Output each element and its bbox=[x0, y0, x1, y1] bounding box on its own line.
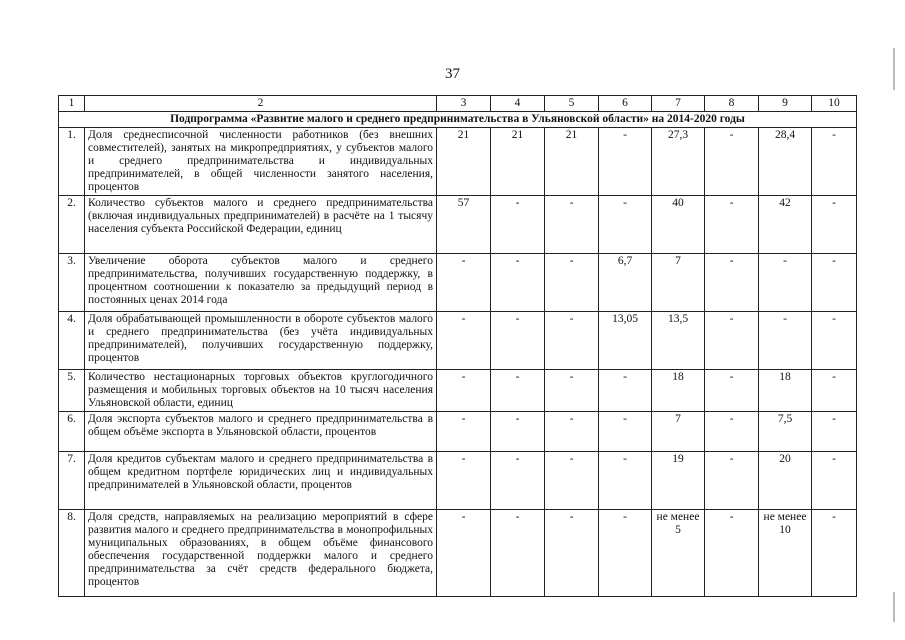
indicator-value: 7,5 bbox=[759, 412, 812, 452]
indicator-value: - bbox=[599, 510, 652, 597]
page-number: 37 bbox=[445, 66, 460, 82]
column-number-cell: 9 bbox=[759, 96, 812, 112]
column-number-cell: 8 bbox=[705, 96, 759, 112]
indicator-value: - bbox=[599, 196, 652, 254]
indicator-value: 7 bbox=[652, 412, 705, 452]
indicator-value: - bbox=[491, 370, 545, 412]
indicator-value: - bbox=[705, 370, 759, 412]
column-number-cell: 7 bbox=[652, 96, 705, 112]
column-number-cell: 1 bbox=[59, 96, 85, 112]
indicator-value: - bbox=[705, 128, 759, 196]
indicator-value: - bbox=[705, 254, 759, 312]
indicator-description: Количество нестационарных торговых объектов круглогодичного размещения и мобильных торговых объектов на 10 тысяч населения Ульяновской области, единиц bbox=[85, 370, 437, 412]
indicator-value: - bbox=[812, 196, 857, 254]
row-number: 7. bbox=[59, 452, 85, 510]
indicator-value: - bbox=[812, 452, 857, 510]
row-number: 2. bbox=[59, 196, 85, 254]
indicator-value: 13,5 bbox=[652, 312, 705, 370]
table-row bbox=[59, 196, 857, 254]
column-number-cell: 2 bbox=[85, 96, 437, 112]
table-row bbox=[59, 128, 857, 196]
indicator-value: - bbox=[545, 370, 599, 412]
indicator-value: - bbox=[759, 312, 812, 370]
indicator-value: - bbox=[437, 370, 491, 412]
indicator-description: Количество субъектов малого и среднего предпринимательства (включая индивидуальных предпринимателей) в расчёте на 1 тысячу населения субъекта Российской Федерации, единиц bbox=[85, 196, 437, 254]
indicator-value: - bbox=[545, 196, 599, 254]
indicator-value: - bbox=[812, 412, 857, 452]
indicator-value: - bbox=[437, 254, 491, 312]
indicator-value: - bbox=[812, 370, 857, 412]
indicator-value: не менее 10 bbox=[759, 510, 812, 597]
indicator-value: - bbox=[812, 254, 857, 312]
indicator-value: - bbox=[705, 452, 759, 510]
table-row bbox=[59, 254, 857, 312]
indicator-description: Доля кредитов субъектам малого и среднего предпринимательства в общем кредитном портфеле юридических лиц и индивидуальных предпринимателей в Ульяновской области, процентов bbox=[85, 452, 437, 510]
indicator-value: - bbox=[491, 312, 545, 370]
indicator-value: не менее 5 bbox=[652, 510, 705, 597]
indicator-value: - bbox=[812, 128, 857, 196]
indicator-value: - bbox=[437, 312, 491, 370]
indicator-value: - bbox=[705, 412, 759, 452]
subprogram-title: Подпрограмма «Развитие малого и среднего предпринимательства в Ульяновской области» на 2014-2020 годы bbox=[59, 112, 857, 128]
row-number: 5. bbox=[59, 370, 85, 412]
indicator-description: Доля экспорта субъектов малого и среднего предпринимательства в общем объёме экспорта в Ульяновской области, процентов bbox=[85, 412, 437, 452]
indicator-value: - bbox=[491, 196, 545, 254]
indicator-value: - bbox=[545, 312, 599, 370]
indicator-value: 40 bbox=[652, 196, 705, 254]
indicator-value: - bbox=[705, 196, 759, 254]
indicator-value: - bbox=[599, 452, 652, 510]
indicator-value: 21 bbox=[437, 128, 491, 196]
table-row bbox=[59, 370, 857, 412]
table-row bbox=[59, 412, 857, 452]
table-row bbox=[59, 452, 857, 510]
indicator-description: Доля средств, направляемых на реализацию мероприятий в сфере развития малого и среднего предпринимательства в монопрофильных муниципальных образованиях, в общем объёме финансового обеспечения государственной поддержки малого и среднего предпринимательства за счёт средств федерального бюджета, процентов bbox=[85, 510, 437, 597]
indicator-value: 6,7 bbox=[599, 254, 652, 312]
indicator-description: Увеличение оборота субъектов малого и среднего предпринимательства, получивших государственную поддержку, в процентном соотношении к показателю за предыдущий период в постоянных ценах 2014 года bbox=[85, 254, 437, 312]
scan-edge-mark bbox=[893, 48, 895, 90]
indicator-value: 19 bbox=[652, 452, 705, 510]
indicator-value: 21 bbox=[545, 128, 599, 196]
indicator-value: - bbox=[705, 510, 759, 597]
indicator-value: - bbox=[437, 510, 491, 597]
indicator-value: 27,3 bbox=[652, 128, 705, 196]
row-number: 4. bbox=[59, 312, 85, 370]
row-number: 8. bbox=[59, 510, 85, 597]
indicator-value: - bbox=[437, 452, 491, 510]
indicator-value: - bbox=[545, 412, 599, 452]
indicator-value: 42 bbox=[759, 196, 812, 254]
table-row bbox=[59, 312, 857, 370]
indicator-value: - bbox=[705, 312, 759, 370]
column-number-row bbox=[59, 96, 857, 112]
indicator-value: - bbox=[599, 412, 652, 452]
indicator-value: 57 bbox=[437, 196, 491, 254]
indicator-description: Доля среднесписочной численности работников (без внешних совместителей), занятых на микропредприятиях, у субъектов малого и среднего предпринимательства и индивидуальных предпринимателей, в общей численности занятого населения, процентов bbox=[85, 128, 437, 196]
indicator-value: - bbox=[599, 370, 652, 412]
indicator-description: Доля обрабатывающей промышленности в обороте субъектов малого и среднего предпринимательства (без учёта индивидуальных предпринимателей), получивших государственную поддержку, процентов bbox=[85, 312, 437, 370]
indicator-value: 28,4 bbox=[759, 128, 812, 196]
row-number: 6. bbox=[59, 412, 85, 452]
indicator-value: - bbox=[491, 412, 545, 452]
row-number: 1. bbox=[59, 128, 85, 196]
indicator-value: - bbox=[545, 510, 599, 597]
indicators-table bbox=[58, 95, 857, 597]
row-number: 3. bbox=[59, 254, 85, 312]
indicator-value: 18 bbox=[759, 370, 812, 412]
indicator-value: - bbox=[759, 254, 812, 312]
indicator-value: - bbox=[491, 254, 545, 312]
indicator-value: - bbox=[599, 128, 652, 196]
column-number-cell: 3 bbox=[437, 96, 491, 112]
indicator-value: 7 bbox=[652, 254, 705, 312]
column-number-cell: 10 bbox=[812, 96, 857, 112]
column-number-cell: 6 bbox=[599, 96, 652, 112]
indicator-value: 20 bbox=[759, 452, 812, 510]
column-number-cell: 5 bbox=[545, 96, 599, 112]
indicator-value: - bbox=[491, 510, 545, 597]
indicator-value: - bbox=[812, 510, 857, 597]
indicator-value: - bbox=[437, 412, 491, 452]
indicator-value: 21 bbox=[491, 128, 545, 196]
scan-edge-mark bbox=[893, 592, 895, 622]
indicator-value: - bbox=[491, 452, 545, 510]
column-number-cell: 4 bbox=[491, 96, 545, 112]
indicator-value: - bbox=[812, 312, 857, 370]
indicator-value: - bbox=[545, 452, 599, 510]
subprogram-row bbox=[59, 112, 857, 128]
indicator-value: - bbox=[545, 254, 599, 312]
indicator-value: 13,05 bbox=[599, 312, 652, 370]
indicator-value: 18 bbox=[652, 370, 705, 412]
table-row bbox=[59, 510, 857, 597]
